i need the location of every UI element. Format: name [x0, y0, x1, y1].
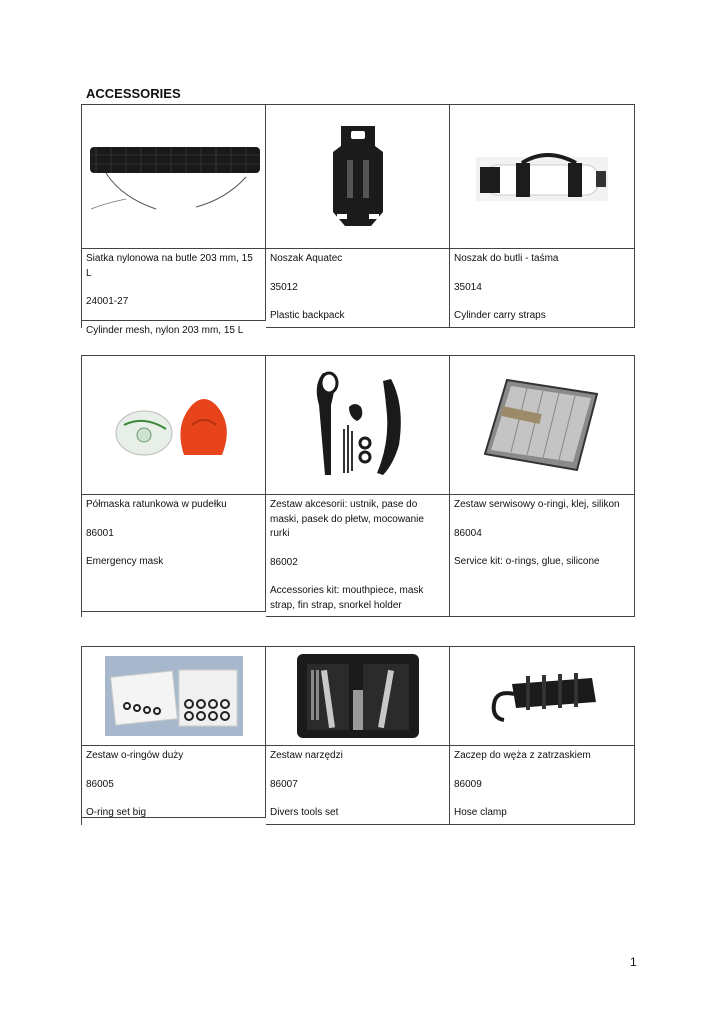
product-name-pl: Noszak do butli - taśma — [454, 253, 559, 264]
product-name-pl: Siatka nylonowa na butle 203 mm, 15 L — [86, 253, 253, 279]
oring-set-icon — [105, 656, 243, 736]
product-name-en: Cylinder carry straps — [454, 310, 546, 321]
product-description — [266, 249, 450, 328]
product-description — [450, 746, 635, 825]
tools-set-icon — [293, 650, 423, 742]
product-description — [82, 746, 266, 818]
product-description — [82, 249, 266, 336]
product-image-cell — [450, 356, 635, 495]
product-table-1 — [81, 104, 635, 336]
cylinder-mesh-icon — [86, 137, 262, 217]
page-heading: ACCESSORIES — [86, 86, 181, 101]
product-name-en: O-ring set big — [86, 807, 147, 818]
product-name-en: Cylinder mesh, nylon 203 mm, 15 L — [86, 324, 244, 336]
product-name-pl: Zestaw o-ringów duży — [86, 750, 184, 761]
product-image-cell — [266, 356, 450, 495]
product-name-pl: Noszak Aquatec — [270, 253, 343, 264]
product-name-pl: Półmaska ratunkowa w pudełku — [86, 499, 227, 510]
product-image-cell — [82, 356, 266, 495]
product-code: 86001 — [86, 527, 114, 539]
product-name-en: Divers tools set — [270, 807, 339, 818]
cylinder-straps-icon — [472, 147, 612, 207]
hose-clamp-icon — [482, 666, 602, 726]
product-image-cell — [450, 105, 635, 249]
page-number: 1 — [630, 955, 637, 969]
product-name-en: Service kit: o-rings, glue, silicone — [454, 556, 600, 567]
plastic-backpack-icon — [323, 122, 393, 232]
product-description — [266, 495, 450, 617]
product-name-en: Accessories kit: mouthpiece, mask strap, fin strap, snorkel holder — [270, 585, 424, 611]
product-name-pl: Zestaw serwisowy o-ringi, klej, silikon — [454, 499, 620, 510]
product-name-pl: Zestaw narzędzi — [270, 750, 343, 761]
product-code: 35012 — [270, 281, 298, 293]
product-name-pl: Zaczep do węża z zatrzaskiem — [454, 750, 591, 761]
product-code: 86004 — [454, 527, 482, 539]
product-table-3 — [81, 646, 635, 825]
product-name-en: Emergency mask — [86, 556, 164, 567]
product-image-cell — [266, 647, 450, 746]
product-name-en: Hose clamp — [454, 807, 507, 818]
product-description — [450, 495, 635, 617]
product-code: 86009 — [454, 778, 482, 790]
product-name-en: Plastic backpack — [270, 310, 345, 321]
product-image-cell — [82, 647, 266, 746]
product-image-cell — [82, 105, 266, 249]
product-description — [266, 746, 450, 825]
product-code: 35014 — [454, 281, 482, 293]
accessories-kit-icon — [303, 365, 413, 485]
product-code: 86002 — [270, 556, 298, 568]
product-name-pl: Zestaw akcesorii: ustnik, pase do maski, pasek do płetw, mocowanie rurki — [270, 499, 424, 539]
product-table-2 — [81, 355, 635, 617]
product-code: 86007 — [270, 778, 298, 790]
product-code: 86005 — [86, 778, 114, 790]
product-image-cell — [266, 105, 450, 249]
emergency-mask-icon — [104, 385, 244, 465]
product-image-cell — [450, 647, 635, 746]
product-code: 24001-27 — [86, 296, 129, 307]
product-description — [82, 495, 266, 612]
service-kit-icon — [477, 370, 607, 480]
product-description — [450, 249, 635, 328]
